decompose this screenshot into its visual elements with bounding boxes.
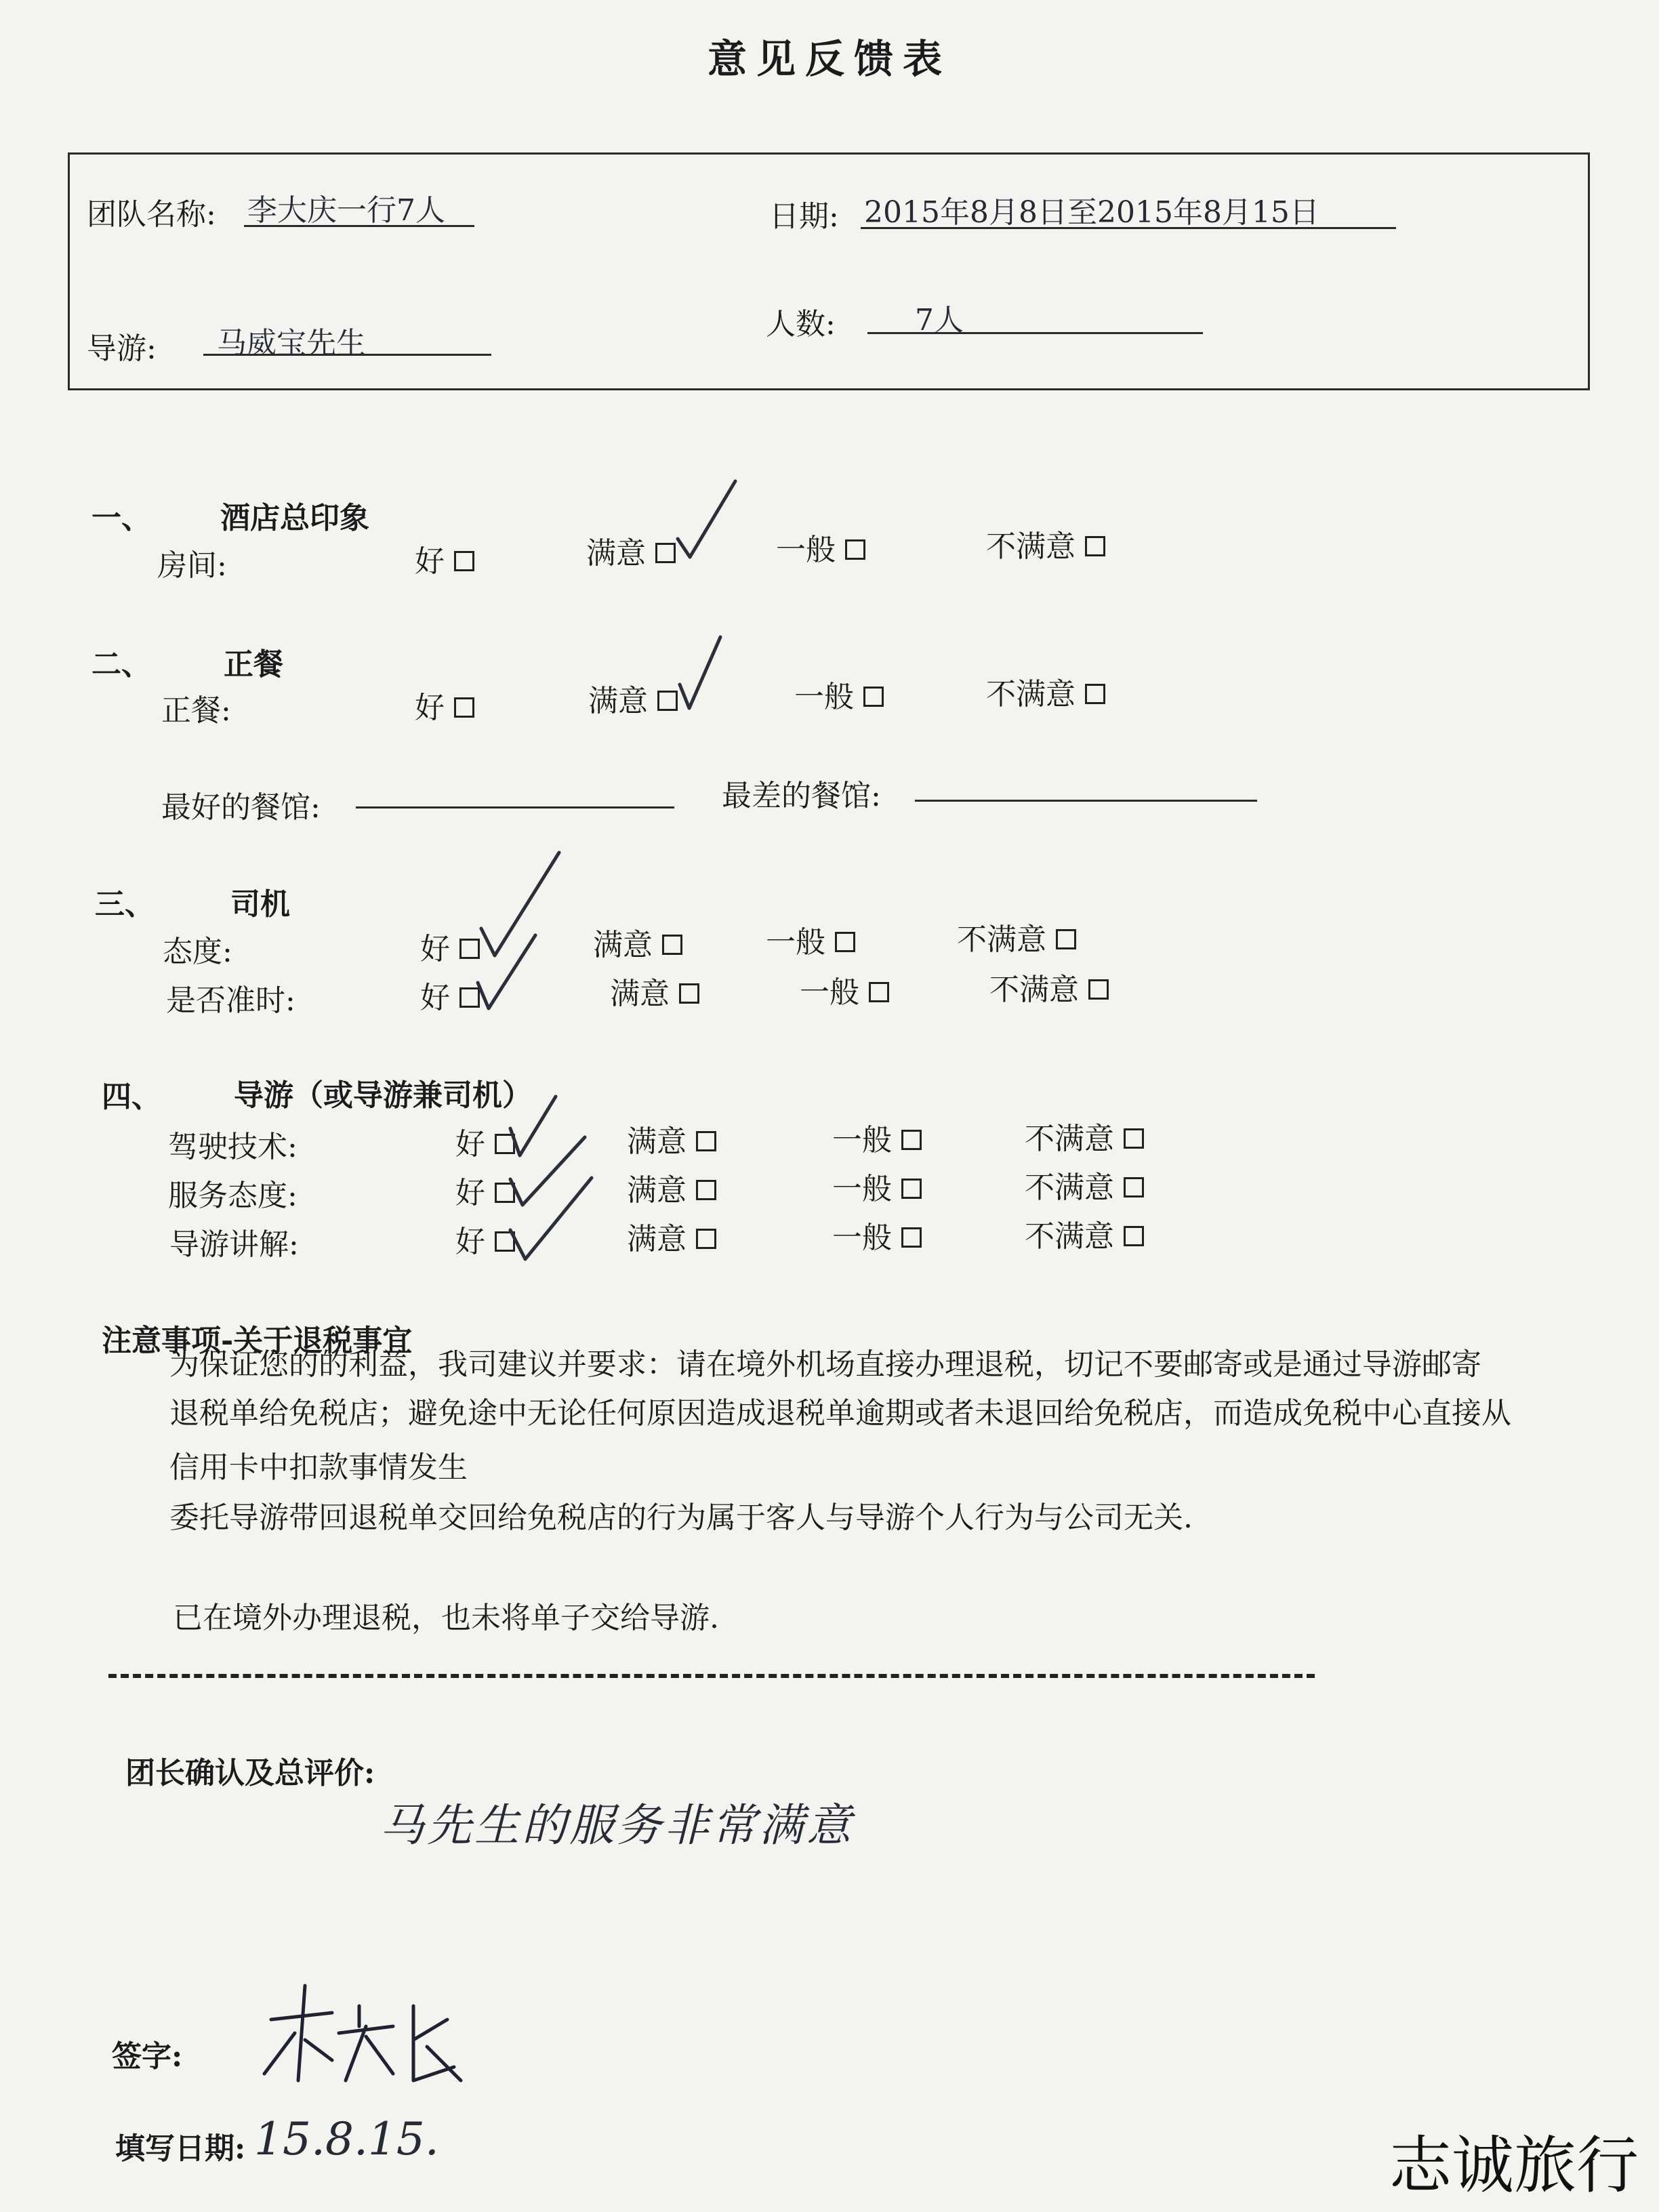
checkbox-icon[interactable] bbox=[696, 1229, 716, 1249]
option-good[interactable]: 好 bbox=[455, 1168, 515, 1212]
form-title: 意见反馈表 bbox=[707, 36, 951, 82]
checkbox-icon[interactable] bbox=[845, 539, 865, 560]
option-unsatisfied[interactable]: 不满意 bbox=[1025, 1163, 1144, 1206]
checkbox-icon[interactable] bbox=[1124, 1226, 1144, 1246]
option-satisfied[interactable]: 满意 bbox=[588, 676, 678, 720]
check-mark-icon bbox=[471, 928, 546, 1023]
option-satisfied[interactable]: 满意 bbox=[610, 969, 699, 1012]
worst-restaurant-label: 最差的餐馆: bbox=[722, 779, 881, 813]
checkbox-icon[interactable] bbox=[1124, 1177, 1144, 1197]
guide-label: 导游: bbox=[87, 331, 157, 366]
option-unsatisfied[interactable]: 不满意 bbox=[989, 965, 1109, 1008]
option-good[interactable]: 好 bbox=[415, 537, 474, 580]
checkbox-icon[interactable] bbox=[869, 982, 889, 1002]
option-good[interactable]: 好 bbox=[455, 1120, 515, 1163]
option-good[interactable]: 好 bbox=[420, 973, 480, 1017]
section-4-title: 导游（或导游兼司机） bbox=[234, 1078, 532, 1113]
notes-line-3: 信用卡中扣款事情发生 bbox=[169, 1450, 468, 1485]
row-label: 态度: bbox=[163, 935, 232, 969]
notes-line-5: 已在境外办理退税，也未将单子交给导游. bbox=[173, 1601, 719, 1635]
option-satisfied[interactable]: 满意 bbox=[586, 529, 676, 572]
checkbox-icon[interactable] bbox=[454, 551, 474, 571]
checkbox-icon[interactable] bbox=[1088, 979, 1109, 1000]
option-unsatisfied[interactable]: 不满意 bbox=[986, 670, 1105, 713]
divider-dashed bbox=[108, 1674, 1315, 1678]
signature-label: 签字: bbox=[112, 2039, 183, 2074]
row-label: 服务态度: bbox=[168, 1179, 298, 1213]
option-satisfied[interactable]: 满意 bbox=[627, 1166, 716, 1209]
option-average[interactable]: 一般 bbox=[766, 918, 855, 961]
check-mark-icon bbox=[505, 1172, 600, 1274]
fill-date-label: 填写日期: bbox=[115, 2131, 246, 2166]
option-average[interactable]: 一般 bbox=[776, 525, 865, 569]
checkbox-icon[interactable] bbox=[1056, 929, 1076, 949]
row-label: 正餐: bbox=[161, 693, 231, 728]
notes-line-4: 委托导游带回退税单交回给免税店的行为属于客人与导游个人行为与公司无关. bbox=[169, 1500, 1193, 1535]
section-1-number: 一、 bbox=[91, 501, 151, 535]
checkbox-icon[interactable] bbox=[901, 1179, 922, 1199]
option-good[interactable]: 好 bbox=[415, 683, 474, 726]
signature[interactable] bbox=[258, 1979, 474, 2104]
checkbox-icon[interactable] bbox=[835, 932, 855, 952]
option-good[interactable]: 好 bbox=[455, 1217, 515, 1261]
checkbox-icon[interactable] bbox=[679, 983, 699, 1004]
section-3-title: 司机 bbox=[230, 887, 290, 922]
date-label: 日期: bbox=[769, 199, 839, 234]
notes-line-2: 退税单给免税店；避免途中无论任何原因造成退税单逾期或者未退回给免税店，而造成免税中心直接从 bbox=[169, 1396, 1511, 1431]
count-label: 人数: bbox=[766, 307, 836, 342]
option-unsatisfied[interactable]: 不满意 bbox=[957, 915, 1076, 958]
checkbox-icon[interactable] bbox=[1124, 1128, 1144, 1149]
row-label: 导游讲解: bbox=[169, 1227, 299, 1262]
team-name-value[interactable]: 李大庆一行7人 bbox=[247, 193, 445, 228]
checkbox-icon[interactable] bbox=[454, 697, 474, 718]
count-value[interactable]: 7人 bbox=[915, 303, 964, 337]
best-restaurant-field[interactable] bbox=[356, 806, 674, 808]
fill-date-value[interactable]: 15.8.15. bbox=[254, 2113, 439, 2165]
team-name-label: 团队名称: bbox=[87, 197, 216, 232]
section-2-number: 二、 bbox=[91, 647, 151, 682]
notes-heading: 注意事项-关于退税事宜 bbox=[102, 1324, 413, 1358]
guide-value[interactable]: 马威宝先生 bbox=[217, 326, 366, 361]
option-satisfied[interactable]: 满意 bbox=[627, 1214, 716, 1258]
option-satisfied[interactable]: 满意 bbox=[627, 1117, 716, 1160]
option-average[interactable]: 一般 bbox=[832, 1115, 922, 1159]
checkbox-icon[interactable] bbox=[901, 1130, 922, 1150]
row-label: 驾驶技术: bbox=[168, 1130, 298, 1164]
best-restaurant-label: 最好的餐馆: bbox=[161, 790, 321, 825]
notes-line-1: 为保证您的的利益，我司建议并要求：请在境外机场直接办理退税，切记不要邮寄或是通过导游邮寄 bbox=[169, 1347, 1481, 1382]
row-label: 是否准时: bbox=[166, 983, 295, 1018]
check-mark-icon bbox=[674, 630, 735, 725]
watermark: 志诚旅行 bbox=[1389, 2129, 1639, 2202]
option-average[interactable]: 一般 bbox=[832, 1213, 922, 1256]
check-mark-icon bbox=[671, 474, 752, 576]
option-unsatisfied[interactable]: 不满意 bbox=[1025, 1212, 1144, 1255]
date-value[interactable]: 2015年8月8日至2015年8月15日 bbox=[864, 195, 1319, 230]
option-good[interactable]: 好 bbox=[420, 924, 480, 968]
overall-comment[interactable]: 马先生的服务非常满意 bbox=[380, 1799, 854, 1851]
checkbox-icon[interactable] bbox=[662, 935, 682, 955]
option-average[interactable]: 一般 bbox=[794, 672, 884, 716]
row-label: 房间: bbox=[157, 548, 227, 583]
section-2-title: 正餐 bbox=[224, 647, 283, 682]
checkbox-icon[interactable] bbox=[696, 1180, 716, 1200]
section-4-number: 四、 bbox=[102, 1080, 161, 1114]
section-1-title: 酒店总印象 bbox=[220, 501, 369, 535]
option-unsatisfied[interactable]: 不满意 bbox=[986, 522, 1105, 565]
worst-restaurant-field[interactable] bbox=[915, 800, 1257, 802]
option-satisfied[interactable]: 满意 bbox=[593, 920, 682, 964]
checkbox-icon[interactable] bbox=[1085, 684, 1105, 704]
checkbox-icon[interactable] bbox=[696, 1131, 716, 1151]
option-average[interactable]: 一般 bbox=[832, 1164, 922, 1208]
confirm-label: 团长确认及总评价: bbox=[125, 1756, 375, 1790]
section-3-number: 三、 bbox=[95, 887, 155, 922]
option-average[interactable]: 一般 bbox=[800, 968, 889, 1011]
checkbox-icon[interactable] bbox=[863, 687, 884, 707]
checkbox-icon[interactable] bbox=[901, 1227, 922, 1248]
checkbox-icon[interactable] bbox=[1085, 536, 1105, 556]
option-unsatisfied[interactable]: 不满意 bbox=[1025, 1114, 1144, 1158]
